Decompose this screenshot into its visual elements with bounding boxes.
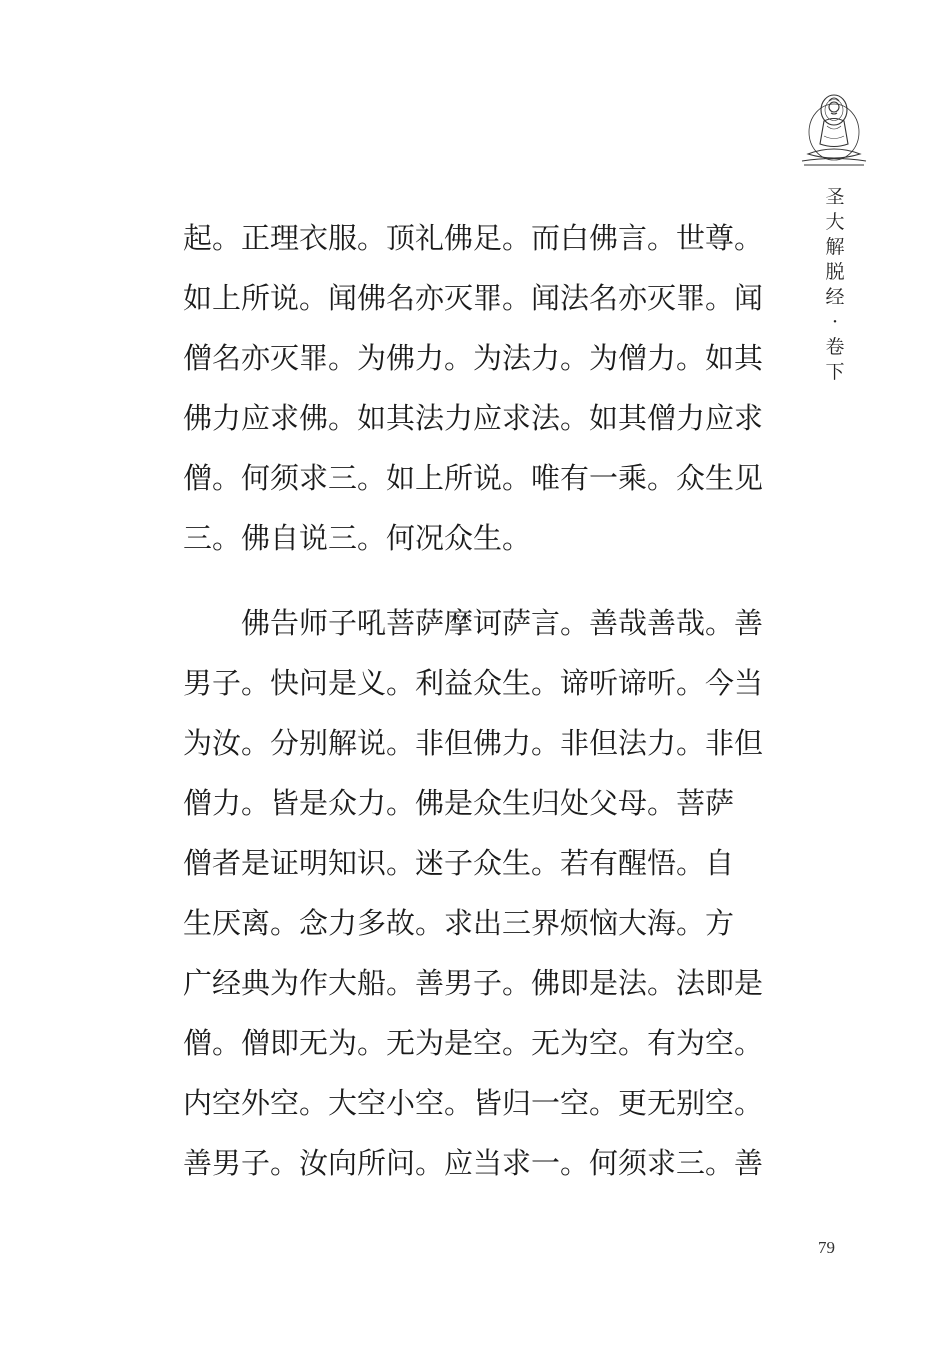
- text-line: 僧者是证明知识。迷子众生。若有醒悟。自: [183, 846, 735, 880]
- running-title: [820, 185, 850, 385]
- text-line: 生厌离。念力多故。求出三界烦恼大海。方: [183, 906, 735, 940]
- running-title-char: 下: [825, 361, 845, 383]
- running-title-char: 脱: [825, 261, 845, 283]
- text-line: 僧。僧即无为。无为是空。无为空。有为空。: [183, 1026, 764, 1060]
- running-title-char: 解: [825, 236, 845, 258]
- text-line: 僧名亦灭罪。为佛力。为法力。为僧力。如其: [183, 341, 764, 375]
- paragraph-1: [183, 208, 773, 568]
- paragraph-gap: [183, 568, 773, 593]
- text-line: 佛力应求佛。如其法力应求法。如其僧力应求: [183, 401, 764, 435]
- text-line: 内空外空。大空小空。皆归一空。更无别空。: [183, 1086, 764, 1120]
- text-line: 善男子。汝向所问。应当求一。何须求三。善: [183, 1146, 764, 1180]
- text-line: 为汝。分别解说。非但佛力。非但法力。非但: [183, 726, 764, 760]
- text-line: 男子。快问是义。利益众生。谛听谛听。今当: [183, 666, 764, 700]
- page-number: 79: [818, 1238, 835, 1257]
- seated-buddha-icon: [798, 88, 870, 168]
- text-line: 起。正理衣服。顶礼佛足。而白佛言。世尊。: [183, 221, 764, 255]
- running-title-char: 卷: [825, 336, 845, 358]
- text-line: 广经典为作大船。善男子。佛即是法。法即是: [183, 966, 764, 1000]
- running-title-char: 大: [825, 211, 845, 233]
- text-line: 僧力。皆是众力。佛是众生归处父母。菩萨: [183, 786, 735, 820]
- text-line: 三。佛自说三。何况众生。: [183, 521, 532, 555]
- body-text: [183, 208, 773, 1193]
- paragraph-2: [183, 593, 773, 1193]
- text-line: 僧。何须求三。如上所说。唯有一乘。众生见: [183, 461, 764, 495]
- text-line: 佛告师子吼菩萨摩诃萨言。善哉善哉。善: [241, 606, 764, 640]
- running-title-char: 圣: [825, 186, 845, 208]
- running-title-char: 经: [825, 286, 845, 308]
- text-line: 如上所说。闻佛名亦灭罪。闻法名亦灭罪。闻: [183, 281, 764, 315]
- running-title-char: ·: [831, 311, 839, 333]
